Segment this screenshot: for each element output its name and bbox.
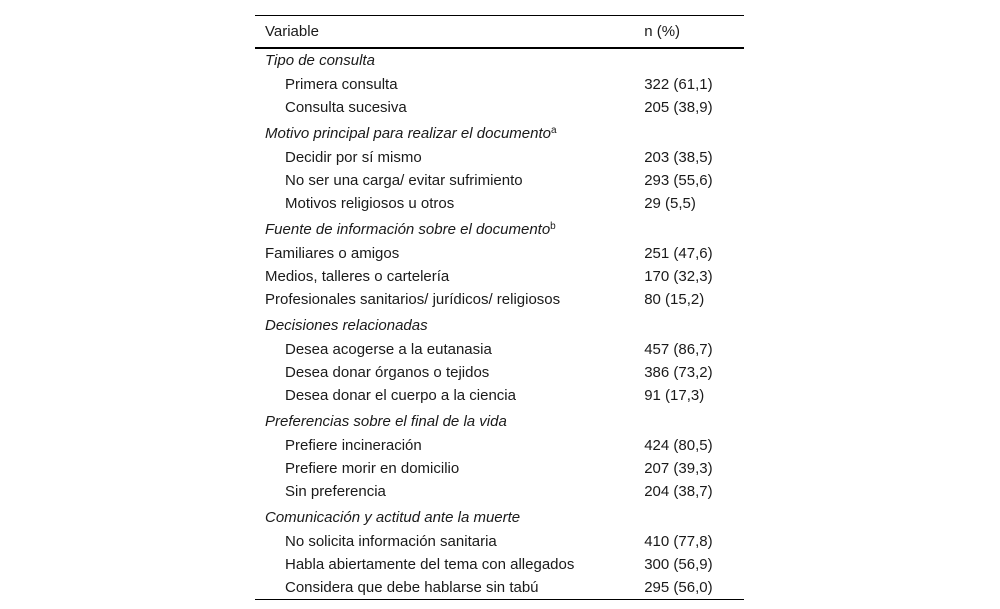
- row-label: Consulta sucesiva: [285, 98, 407, 116]
- section-header-row: [255, 407, 744, 434]
- section-title-text: Motivo principal para realizar el documento: [265, 124, 551, 142]
- header-variable: Variable: [265, 22, 319, 40]
- row-value: 410 (77,8): [644, 532, 713, 550]
- row-label: Considera que debe hablarse sin tabú: [285, 578, 539, 596]
- section-value-empty: [644, 311, 744, 338]
- table-row: [255, 361, 744, 384]
- section-value-empty: [644, 48, 744, 73]
- section-header-row: [255, 311, 744, 338]
- row-value: 204 (38,7): [644, 482, 713, 500]
- table-row: [255, 73, 744, 96]
- section-title-text: Preferencias sobre el final de la vida: [265, 412, 507, 430]
- table-row: [255, 288, 744, 311]
- section-value-empty: [644, 215, 744, 242]
- row-label: Motivos religiosos u otros: [285, 194, 455, 212]
- row-value: 295 (56,0): [644, 578, 713, 596]
- row-value: 207 (39,3): [644, 459, 713, 477]
- table-row: [255, 434, 744, 457]
- header-value: n (%): [644, 22, 681, 40]
- row-label: No ser una carga/ evitar sufrimiento: [285, 171, 523, 189]
- section-title: [255, 215, 644, 242]
- section-title-text: Comunicación y actitud ante la muerte: [265, 508, 521, 526]
- row-label: Medios, talleres o cartelería: [265, 267, 450, 285]
- section-header-row: [255, 48, 744, 73]
- row-label: Primera consulta: [285, 75, 398, 93]
- table-row: [255, 169, 744, 192]
- row-value: 170 (32,3): [644, 267, 713, 285]
- row-value: 300 (56,9): [644, 555, 713, 573]
- row-value: 293 (55,6): [644, 171, 713, 189]
- table-row: [255, 242, 744, 265]
- row-value: 322 (61,1): [644, 75, 713, 93]
- table-row: [255, 553, 744, 576]
- row-value: 424 (80,5): [644, 436, 713, 454]
- section-header-row: [255, 215, 744, 242]
- section-title-text: Tipo de consulta: [265, 52, 375, 69]
- row-label: Desea donar órganos o tejidos: [285, 363, 490, 381]
- row-value: 205 (38,9): [644, 98, 713, 116]
- section-value-empty: [644, 407, 744, 434]
- row-value: 80 (15,2): [644, 290, 705, 308]
- table-row: [255, 384, 744, 407]
- table-row: [255, 146, 744, 169]
- section-title: [255, 311, 644, 338]
- footnote-marker: a: [550, 124, 557, 136]
- footnote-marker: b: [550, 220, 556, 232]
- row-label: Sin preferencia: [285, 482, 386, 500]
- row-label: No solicita información sanitaria: [285, 532, 497, 550]
- row-label: Profesionales sanitarios/ jurídicos/ religiosos: [265, 290, 561, 308]
- row-label: Prefiere incineración: [285, 436, 422, 454]
- table-body: [255, 48, 744, 600]
- table-row: [255, 576, 744, 600]
- row-value: 91 (17,3): [644, 386, 705, 404]
- row-value: 203 (38,5): [644, 148, 713, 166]
- section-header-row: [255, 503, 744, 530]
- table-row: [255, 457, 744, 480]
- table-row: [255, 338, 744, 361]
- row-label: Decidir por sí mismo: [285, 148, 422, 166]
- row-value: 29 (5,5): [644, 194, 696, 212]
- header-row: [255, 16, 744, 49]
- row-label: Familiares o amigos: [265, 244, 400, 262]
- section-header-row: [255, 119, 744, 146]
- row-label: Desea acogerse a la eutanasia: [285, 340, 492, 358]
- table-row: [255, 265, 744, 288]
- row-value: 457 (86,7): [644, 340, 713, 358]
- row-label: Desea donar el cuerpo a la ciencia: [285, 386, 516, 404]
- table-header: [255, 16, 744, 49]
- table-row: [255, 192, 744, 215]
- section-title: [255, 119, 644, 146]
- table-row: [255, 530, 744, 553]
- section-title-text: Fuente de información sobre el documento: [265, 220, 551, 238]
- section-title: [255, 503, 644, 530]
- table-row: [255, 96, 744, 119]
- section-value-empty: [644, 503, 744, 530]
- section-title: [255, 48, 644, 73]
- row-label: Prefiere morir en domicilio: [285, 459, 460, 477]
- table-row: [255, 480, 744, 503]
- row-value: 251 (47,6): [644, 244, 713, 262]
- section-title-text: Decisiones relacionadas: [265, 316, 428, 334]
- data-table: [255, 15, 744, 600]
- section-title: [255, 407, 644, 434]
- section-value-empty: [644, 119, 744, 146]
- row-label: Habla abiertamente del tema con allegados: [285, 555, 575, 573]
- data-table-container: [255, 15, 744, 600]
- row-value: 386 (73,2): [644, 363, 713, 381]
